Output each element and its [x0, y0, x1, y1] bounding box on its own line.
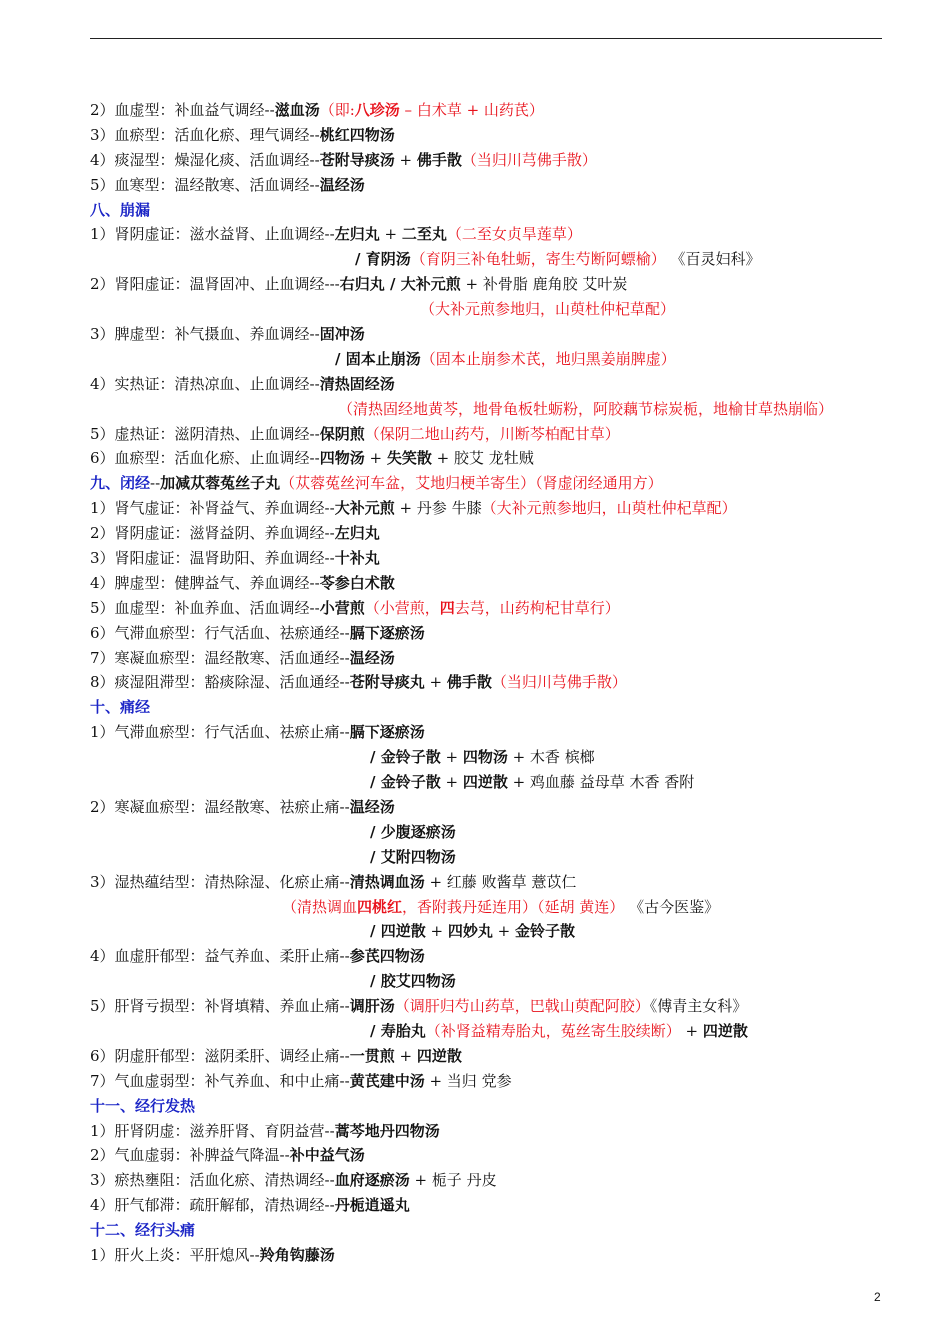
- mnemonic-note: 四: [439, 598, 455, 617]
- mnemonic-note: 四桃红: [357, 897, 403, 916]
- line-text: 5）血寒型：温经散寒、活血调经--: [90, 175, 320, 194]
- line-text: 《百灵妇科》: [665, 250, 761, 269]
- line-text: 7）气血虚弱型：补气养血、和中止痛--: [90, 1071, 350, 1090]
- text-line: [90, 173, 890, 198]
- mnemonic-note: （补肾益精寿胎丸，菟丝寄生胶续断）: [425, 1021, 681, 1040]
- formula-name: 加减苁蓉菟丝子丸: [160, 474, 281, 493]
- formula-name: 四逆散: [416, 1046, 462, 1065]
- formula-name: 苍附导痰汤: [319, 150, 395, 169]
- line-text: 1）肾气虚证：补肾益气、养血调经--: [90, 499, 335, 518]
- formula-name: 大补元煎: [334, 499, 395, 518]
- formula-name: / 固本止崩汤: [335, 349, 421, 368]
- text-line: [90, 895, 890, 920]
- line-text: 7）寒凝血瘀型：温经散寒、活血通经--: [90, 648, 350, 667]
- formula-name: 滋血汤: [274, 101, 320, 119]
- line-text: 3）湿热蕴结型：清热除湿、化瘀止痛--: [90, 872, 350, 891]
- formula-name: 清热调血汤: [349, 872, 425, 891]
- line-text: 《傅青主女科》: [649, 997, 748, 1016]
- text-line: [90, 670, 890, 695]
- formula-name: 膈下逐瘀汤: [349, 723, 425, 742]
- line-text: +: [440, 748, 463, 767]
- text-line: [90, 272, 890, 297]
- line-text: 4）肝气郁滞：疏肝解郁，清热调经--: [90, 1196, 335, 1215]
- text-line: [90, 198, 890, 223]
- line-text: + 木香 槟榔: [507, 748, 595, 767]
- text-line: [90, 347, 890, 372]
- formula-name: 温经汤: [349, 797, 395, 816]
- mnemonic-note: （固本止崩参术芪，地归黑姜崩脾虚）: [420, 349, 676, 368]
- formula-name: 丹栀逍遥丸: [334, 1196, 410, 1215]
- formula-name: / 胶艾四物汤: [370, 972, 456, 991]
- formula-name: 膈下逐瘀汤: [349, 623, 425, 642]
- section-heading: 十、痛经: [90, 698, 151, 717]
- formula-name: 失笑散: [386, 449, 432, 468]
- formula-name: 温经汤: [349, 648, 395, 667]
- line-text: + 补骨脂 鹿角胶 艾叶炭: [460, 275, 628, 294]
- line-text: + 当归 党参: [424, 1071, 512, 1090]
- mnemonic-note: – 白术草 + 山药芪）: [399, 101, 544, 119]
- text-line: [90, 546, 890, 571]
- mnemonic-note: （小营煎，: [364, 598, 440, 617]
- line-text: 3）血瘀型：活血化瘀、理气调经--: [90, 125, 320, 144]
- formula-name: 蒿芩地丹四物汤: [334, 1121, 440, 1140]
- line-text: --: [150, 474, 161, 493]
- text-line: [90, 1119, 890, 1144]
- text-line: [90, 471, 890, 496]
- section-heading: 十一、经行发热: [90, 1096, 196, 1115]
- formula-name: /: [384, 275, 401, 294]
- formula-name: 温经汤: [319, 175, 365, 194]
- line-text: 4）痰湿型：燥湿化痰、活血调经--: [90, 150, 320, 169]
- line-text: 8）痰湿阻滞型：豁痰除湿、活血通经--: [90, 673, 350, 692]
- text-line: [90, 1218, 890, 1243]
- line-text: 1）肝火上炎：平肝熄风--: [90, 1245, 260, 1264]
- text-line: [90, 596, 890, 621]
- text-line: [90, 1193, 890, 1218]
- line-text: +: [379, 225, 402, 244]
- formula-name: 固冲汤: [319, 325, 365, 344]
- formula-name: 小营煎: [319, 598, 365, 617]
- formula-name: / 寿胎丸: [370, 1021, 426, 1040]
- line-text: 1）肝肾阴虚：滋养肝肾、育阴益营--: [90, 1121, 335, 1140]
- line-text: 2）气血虚弱：补脾益气降温--: [90, 1146, 290, 1165]
- text-line: [90, 148, 890, 173]
- formula-name: 佛手散: [416, 150, 462, 169]
- formula-name: 补中益气汤: [289, 1146, 365, 1165]
- mnemonic-note: （育阴三补龟牡蛎，寄生芍断阿螵榆）: [410, 250, 666, 269]
- mnemonic-note: （大补元煎参地归，山萸杜仲杞草配）: [481, 499, 737, 518]
- text-line: [90, 322, 890, 347]
- line-text: 6）血瘀型：活血化瘀、止血调经--: [90, 449, 320, 468]
- text-line: [90, 969, 890, 994]
- line-text: 6）气滞血瘀型：行气活血、祛瘀通经--: [90, 623, 350, 642]
- mnemonic-note: （保阴二地山药芍，川断芩柏配甘草）: [364, 424, 620, 443]
- line-text: 2）肾阳虚证：温肾固冲、止血调经---: [90, 275, 340, 294]
- line-text: 《古今医鉴》: [624, 897, 720, 916]
- text-line: [90, 870, 890, 895]
- formula-name: 桃红四物汤: [319, 125, 395, 144]
- formula-name: 大补元煎: [400, 275, 461, 294]
- text-line: [90, 123, 890, 148]
- line-text: 3）瘀热壅阻：活血化瘀、清热调经--: [90, 1171, 335, 1190]
- text-line: [90, 1243, 890, 1268]
- text-line: [90, 397, 890, 422]
- text-line: [90, 372, 890, 397]
- formula-name: 十补丸: [334, 549, 380, 568]
- section-heading: 八、崩漏: [90, 200, 151, 219]
- formula-name: 四逆散: [462, 773, 508, 792]
- text-line: [90, 1143, 890, 1168]
- mnemonic-note: （当归川芎佛手散）: [461, 150, 597, 169]
- text-line: [90, 571, 890, 596]
- line-text: 5）血虚型：补血养血、活血调经--: [90, 598, 320, 617]
- formula-name: 右归丸: [339, 275, 385, 294]
- line-text: + 鸡血藤 益母草 木香 香附: [507, 773, 695, 792]
- text-line: [90, 422, 890, 447]
- text-line: [90, 770, 890, 795]
- text-line: [90, 745, 890, 770]
- line-text: 3）脾虚型：补气摄血、养血调经--: [90, 325, 320, 344]
- section-heading: 十二、经行头痛: [90, 1221, 196, 1240]
- formula-name: 调肝汤: [349, 997, 395, 1016]
- formula-name: 参芪四物汤: [349, 947, 425, 966]
- text-line: [90, 222, 890, 247]
- line-text: + 栀子 丹皮: [409, 1171, 497, 1190]
- formula-name: 四物汤: [462, 748, 508, 767]
- text-line: [90, 1069, 890, 1094]
- text-line: [90, 1168, 890, 1193]
- formula-name: / 金铃子散: [370, 773, 441, 792]
- text-line: [90, 795, 890, 820]
- line-text: 4）脾虚型：健脾益气、养血调经--: [90, 573, 320, 592]
- formula-name: 清热固经汤: [319, 374, 395, 393]
- text-line: [90, 446, 890, 471]
- text-line: [90, 994, 890, 1019]
- line-text: +: [394, 1046, 417, 1065]
- line-text: 1）肾阴虚证：滋水益肾、止血调经--: [90, 225, 335, 244]
- text-line: [90, 247, 890, 272]
- page-number: 2: [874, 1290, 881, 1304]
- formula-name: 二至丸: [401, 225, 447, 244]
- mnemonic-note: （即:: [319, 101, 355, 119]
- formula-name: 一贯煎: [349, 1046, 395, 1065]
- line-text: +: [680, 1021, 703, 1040]
- section-heading: 九、闭经: [90, 474, 151, 493]
- text-line: [90, 646, 890, 671]
- formula-name: 金铃子散: [514, 922, 575, 941]
- line-text: + 红藤 败酱草 薏苡仁: [424, 872, 577, 891]
- formula-name: / 四逆散: [370, 922, 426, 941]
- mnemonic-note: ，香附莪丹延连用）（延胡 黄连）: [402, 897, 625, 916]
- formula-name: 四逆散: [702, 1021, 748, 1040]
- line-text: 1）气滞血瘀型：行气活血、祛瘀止痛--: [90, 723, 350, 742]
- line-text: 3）肾阳虚证：温肾助阳、养血调经--: [90, 549, 335, 568]
- mnemonic-note: （二至女贞旱莲草）: [446, 225, 582, 244]
- text-line: [90, 1094, 890, 1119]
- line-text: +: [364, 449, 387, 468]
- mnemonic-note: （调肝归芍山药草，巴戟山萸配阿胶）: [394, 997, 650, 1016]
- mnemonic-note: （清热调血: [282, 897, 358, 916]
- formula-name: 黄芪建中汤: [349, 1071, 425, 1090]
- line-text: 2）肾阴虚证：滋肾益阴、养血调经--: [90, 524, 335, 543]
- mnemonic-note: （大补元煎参地归，山萸杜仲杞草配）: [420, 300, 676, 319]
- text-line: [90, 820, 890, 845]
- text-line: [90, 845, 890, 870]
- line-text: 4）血虚肝郁型：益气养血、柔肝止痛--: [90, 947, 350, 966]
- formula-name: 左归丸: [334, 524, 380, 543]
- line-text: 5）虚热证：滋阴清热、止血调经--: [90, 424, 320, 443]
- formula-name: / 金铃子散: [370, 748, 441, 767]
- formula-name: 苓参白术散: [319, 573, 395, 592]
- formula-name: 四物汤: [319, 449, 365, 468]
- formula-name: / 育阴汤: [355, 250, 411, 269]
- formula-name: 佛手散: [446, 673, 492, 692]
- line-text: + 丹参 牛膝: [394, 499, 482, 518]
- mnemonic-note: 去芎，山药枸杞甘草行）: [454, 598, 620, 617]
- line-text: +: [440, 773, 463, 792]
- header-rule: [90, 38, 882, 39]
- line-text: +: [424, 673, 447, 692]
- line-text: 6）阴虚肝郁型：滋阴柔肝、调经止痛--: [90, 1046, 350, 1065]
- mnemonic-note: （苁蓉菟丝河车盆，艾地归梗羊寄生）（肾虚闭经通用方）: [280, 474, 663, 493]
- line-text: 2）寒凝血瘀型：温经散寒、祛瘀止痛--: [90, 797, 350, 816]
- formula-name: 左归丸: [334, 225, 380, 244]
- line-text: +: [425, 922, 448, 941]
- line-text: 4）实热证：清热凉血、止血调经--: [90, 374, 320, 393]
- formula-name: / 艾附四物汤: [370, 847, 456, 866]
- formula-name: / 少腹逐瘀汤: [370, 822, 456, 841]
- mnemonic-note: （清热固经地黄芩，地骨龟板牡蛎粉，阿胶藕节棕炭栀，地榆甘草热崩临）: [338, 399, 834, 418]
- text-line: [90, 297, 890, 322]
- line-text: 5）肝肾亏损型：补肾填精、养血止痛--: [90, 997, 350, 1016]
- line-text: +: [492, 922, 515, 941]
- text-line: [90, 720, 890, 745]
- formula-name: 血府逐瘀汤: [334, 1171, 410, 1190]
- text-line: [90, 695, 890, 720]
- text-line: [90, 98, 890, 123]
- text-line: [90, 919, 890, 944]
- text-line: [90, 621, 890, 646]
- formula-name: 四妙丸: [447, 922, 493, 941]
- text-line: [90, 1044, 890, 1069]
- formula-name: 苍附导痰丸: [349, 673, 425, 692]
- text-line: [90, 521, 890, 546]
- text-line: [90, 944, 890, 969]
- line-text: + 胶艾 龙牡贼: [431, 449, 534, 468]
- formula-name: 羚角钩藤汤: [259, 1245, 335, 1264]
- mnemonic-note: 八珍汤: [354, 101, 400, 119]
- formula-name: 保阴煎: [319, 424, 365, 443]
- text-line: [90, 1019, 890, 1044]
- document-body: [90, 98, 890, 1268]
- line-text: 2）血虚型：补血益气调经--: [90, 101, 275, 119]
- text-line: [90, 496, 890, 521]
- line-text: +: [394, 150, 417, 169]
- mnemonic-note: （当归川芎佛手散）: [491, 673, 627, 692]
